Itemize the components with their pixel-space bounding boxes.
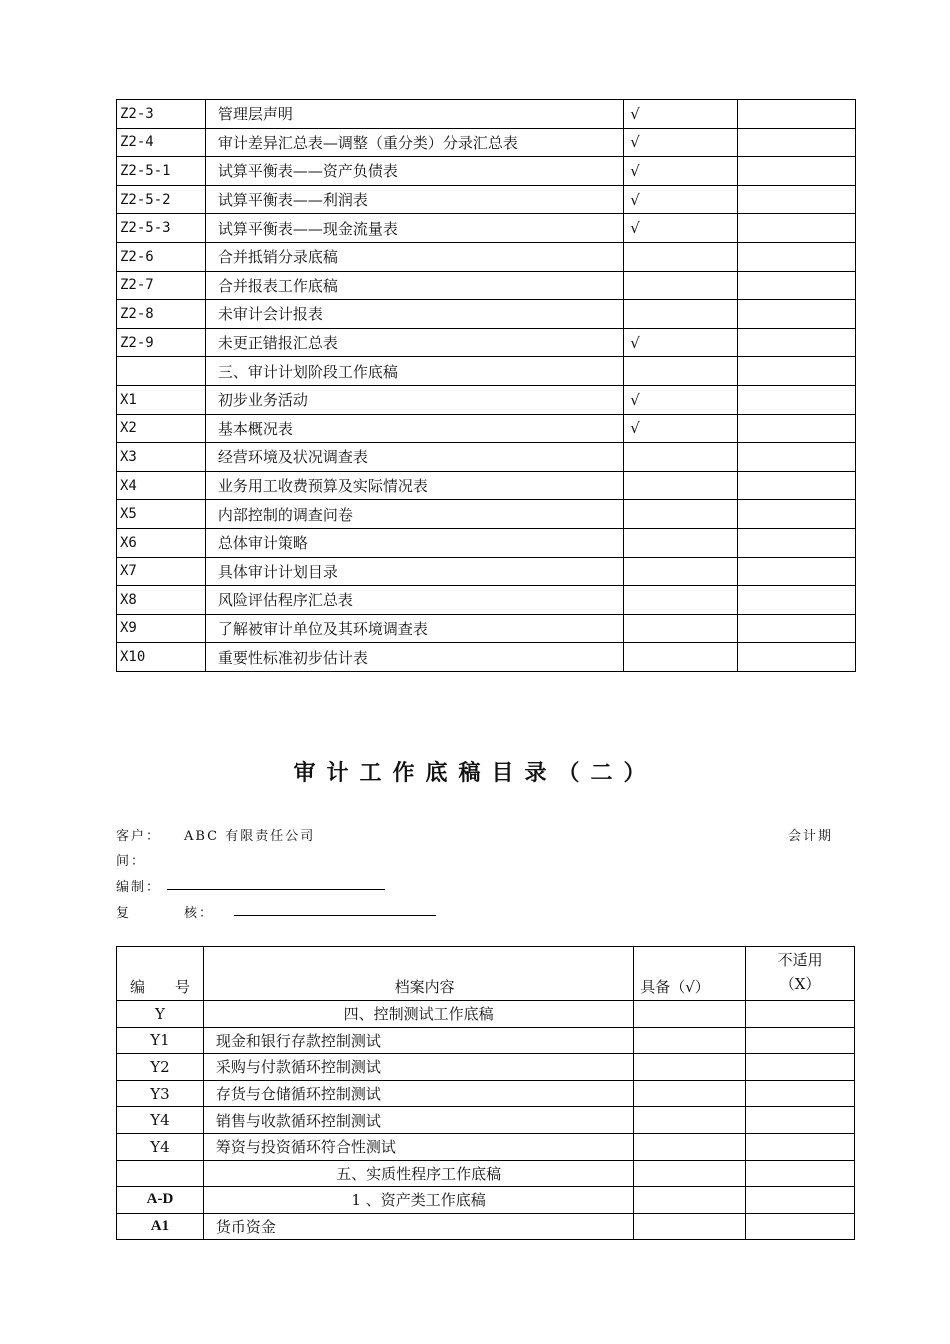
- table-row: [117, 1107, 855, 1134]
- cell-ready: [624, 643, 738, 672]
- cell-ready: [634, 1160, 746, 1187]
- cell-na: [746, 1001, 855, 1028]
- cell-na: [737, 643, 855, 672]
- cell-content: 合并报表工作底稿: [205, 271, 623, 300]
- cell-content: 试算平衡表——利润表: [205, 185, 623, 214]
- cell-ready: [634, 1133, 746, 1160]
- cell-code: A-D: [117, 1187, 204, 1214]
- workpaper-table: [116, 946, 855, 1240]
- document-title: 审计工作底稿目录（二）: [293, 761, 657, 786]
- cell-code: Z2-4: [117, 128, 206, 157]
- cell-code: Y4: [117, 1107, 204, 1134]
- cell-code: X1: [117, 385, 206, 414]
- cell-na: [737, 414, 855, 443]
- client-value: ABC 有限责任公司: [184, 829, 316, 844]
- review-signature-line: [234, 915, 436, 916]
- workpaper-table-continued: [116, 99, 856, 672]
- table-row: [117, 443, 856, 472]
- cell-ready: [634, 1054, 746, 1081]
- table-row: [117, 586, 856, 615]
- table-row: [117, 214, 856, 243]
- cell-content: 重要性标准初步估计表: [205, 643, 623, 672]
- cell-na: [737, 357, 855, 386]
- cell-code: X4: [117, 471, 206, 500]
- cell-content: 具体审计计划目录: [205, 557, 623, 586]
- cell-code: Z2-3: [117, 100, 206, 129]
- cell-ready: [634, 1213, 746, 1240]
- cell-ready: √: [624, 157, 738, 186]
- cell-content: 三、审计计划阶段工作底稿: [205, 357, 623, 386]
- cell-content: 基本概况表: [205, 414, 623, 443]
- table-row: [117, 328, 856, 357]
- cell-na: [746, 1133, 855, 1160]
- table-row: [117, 643, 856, 672]
- cell-ready: [624, 500, 738, 529]
- cell-code: Z2-7: [117, 271, 206, 300]
- cell-code: X10: [117, 643, 206, 672]
- table-row: [117, 1080, 855, 1107]
- cell-code: Z2-5-3: [117, 214, 206, 243]
- cell-ready: [624, 357, 738, 386]
- cell-content: 内部控制的调查问卷: [205, 500, 623, 529]
- table-row: [117, 1054, 855, 1081]
- cell-code: X5: [117, 500, 206, 529]
- cell-content: 未审计会计报表: [205, 300, 623, 329]
- cell-na: [737, 271, 855, 300]
- table-row: [117, 1001, 855, 1028]
- table-row: [117, 100, 856, 129]
- cell-ready: √: [624, 328, 738, 357]
- cell-na: [737, 443, 855, 472]
- table-row: [117, 185, 856, 214]
- cell-ready: √: [624, 100, 738, 129]
- cell-ready: [624, 300, 738, 329]
- cell-code: X9: [117, 614, 206, 643]
- table-row: [117, 1187, 855, 1214]
- table-row: [117, 1213, 855, 1240]
- table-row: [117, 1160, 855, 1187]
- header-na-line1: 不适用: [777, 951, 823, 969]
- cell-na: [737, 128, 855, 157]
- table-row: [117, 1027, 855, 1054]
- cell-ready: [624, 614, 738, 643]
- review-label-2: 核：: [184, 906, 215, 921]
- cell-na: [737, 614, 855, 643]
- cell-code: [117, 1160, 204, 1187]
- cell-code: X2: [117, 414, 206, 443]
- cell-content: 销售与收款循环控制测试: [203, 1107, 633, 1134]
- cell-na: [737, 100, 855, 129]
- cell-content: 1 、资产类工作底稿: [203, 1187, 633, 1214]
- cell-na: [746, 1160, 855, 1187]
- cell-content: 合并抵销分录底稿: [205, 242, 623, 271]
- cell-ready: [624, 271, 738, 300]
- cell-na: [737, 586, 855, 615]
- cell-ready: [634, 1001, 746, 1028]
- cell-na: [746, 1027, 855, 1054]
- table-row: [117, 614, 856, 643]
- cell-ready: [624, 586, 738, 615]
- cell-ready: √: [624, 385, 738, 414]
- cell-content: 试算平衡表——资产负债表: [205, 157, 623, 186]
- cell-code: Y3: [117, 1080, 204, 1107]
- table-row: [117, 1133, 855, 1160]
- period-label-wrap: 间：: [116, 854, 147, 869]
- prepared-label: 编制：: [116, 880, 162, 895]
- cell-na: [737, 385, 855, 414]
- cell-content: 存货与仓储循环控制测试: [203, 1080, 633, 1107]
- period-label: 会计期: [788, 829, 834, 844]
- table-row: [117, 500, 856, 529]
- cell-content: 试算平衡表——现金流量表: [205, 214, 623, 243]
- header-na-line2: （X）: [779, 975, 821, 993]
- table-row: [117, 157, 856, 186]
- table-row: [117, 414, 856, 443]
- cell-ready: √: [624, 185, 738, 214]
- cell-content: 货币资金: [203, 1213, 633, 1240]
- cell-na: [737, 528, 855, 557]
- cell-na: [737, 214, 855, 243]
- cell-code: [117, 357, 206, 386]
- cell-content: 了解被审计单位及其环境调查表: [205, 614, 623, 643]
- cell-ready: [634, 1080, 746, 1107]
- cell-na: [746, 1213, 855, 1240]
- table-row: [117, 300, 856, 329]
- cell-ready: [634, 1187, 746, 1214]
- cell-content: 筹资与投资循环符合性测试: [203, 1133, 633, 1160]
- table-row: [117, 528, 856, 557]
- cell-na: [746, 1107, 855, 1134]
- prepared-signature-line: [167, 889, 385, 890]
- table-row: [117, 357, 856, 386]
- cell-content: 风险评估程序汇总表: [205, 586, 623, 615]
- cell-na: [737, 300, 855, 329]
- cell-content: 未更正错报汇总表: [205, 328, 623, 357]
- cell-ready: [624, 528, 738, 557]
- cell-na: [737, 242, 855, 271]
- header-ready: 具备（√）: [634, 947, 746, 1001]
- table-row: [117, 471, 856, 500]
- cell-content: 四、控制测试工作底稿: [203, 1001, 633, 1028]
- client-label: 客户：: [116, 829, 162, 844]
- cell-na: [746, 1080, 855, 1107]
- table-row: [117, 557, 856, 586]
- cell-ready: [624, 443, 738, 472]
- cell-content: 经营环境及状况调查表: [205, 443, 623, 472]
- table-row: [117, 242, 856, 271]
- cell-ready: √: [624, 214, 738, 243]
- cell-code: X3: [117, 443, 206, 472]
- cell-na: [737, 157, 855, 186]
- cell-code: X7: [117, 557, 206, 586]
- review-label: 复: [116, 906, 132, 921]
- cell-na: [737, 500, 855, 529]
- cell-na: [737, 471, 855, 500]
- cell-code: A1: [117, 1213, 204, 1240]
- table-row: [117, 385, 856, 414]
- cell-na: [737, 557, 855, 586]
- table-row: [117, 128, 856, 157]
- header-code: 编 号: [117, 947, 204, 1001]
- cell-ready: [634, 1107, 746, 1134]
- cell-na: [746, 1187, 855, 1214]
- cell-ready: [624, 471, 738, 500]
- cell-code: Z2-5-2: [117, 185, 206, 214]
- cell-code: Z2-9: [117, 328, 206, 357]
- table-row: [117, 271, 856, 300]
- cell-ready: [634, 1027, 746, 1054]
- cell-na: [737, 328, 855, 357]
- cell-code: Y1: [117, 1027, 204, 1054]
- header-content: 档案内容: [203, 947, 633, 1001]
- cell-content: 业务用工收费预算及实际情况表: [205, 471, 623, 500]
- cell-content: 初步业务活动: [205, 385, 623, 414]
- cell-code: Z2-8: [117, 300, 206, 329]
- cell-code: X6: [117, 528, 206, 557]
- cell-content: 采购与付款循环控制测试: [203, 1054, 633, 1081]
- cell-code: Z2-6: [117, 242, 206, 271]
- cell-ready: √: [624, 414, 738, 443]
- table-header-row: [117, 947, 855, 1001]
- cell-ready: √: [624, 128, 738, 157]
- cell-ready: [624, 557, 738, 586]
- cell-content: 管理层声明: [205, 100, 623, 129]
- cell-code: Y2: [117, 1054, 204, 1081]
- cell-na: [737, 185, 855, 214]
- cell-na: [746, 1054, 855, 1081]
- cell-content: 现金和银行存款控制测试: [203, 1027, 633, 1054]
- cell-ready: [624, 242, 738, 271]
- cell-content: 总体审计策略: [205, 528, 623, 557]
- cell-code: Y: [117, 1001, 204, 1028]
- cell-code: Y4: [117, 1133, 204, 1160]
- header-na: [746, 947, 855, 1001]
- cell-content: 五、实质性程序工作底稿: [203, 1160, 633, 1187]
- cell-content: 审计差异汇总表—调整（重分类）分录汇总表: [205, 128, 623, 157]
- cell-code: X8: [117, 586, 206, 615]
- cell-code: Z2-5-1: [117, 157, 206, 186]
